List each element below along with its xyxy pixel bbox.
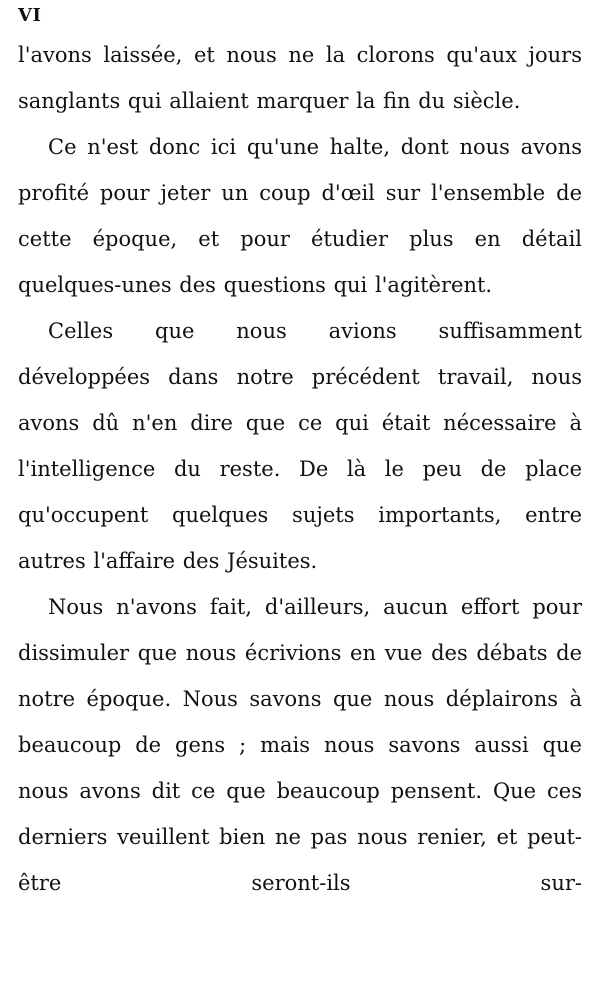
page-number: VI <box>18 5 42 26</box>
paragraph-2: Ce n'est donc ici qu'une halte, dont nous avons profité pour jeter un coup d'œil sur l'ensemble de cette époque, et pour étudier plus en détail quelques-unes des questions qui l'agitèrent. <box>18 135 582 297</box>
paragraph-3: Celles que nous avions suffisamment développées dans notre précédent travail, nous avons dû n'en dire que ce qui était nécessaire à l'intelligence du reste. De là le peu de place qu'occupent quelques sujets importants, entre autres l'affaire des Jésuites. <box>18 319 582 573</box>
body-text <box>18 32 582 906</box>
paragraph-4: Nous n'avons fait, d'ailleurs, aucun effort pour dissimuler que nous écrivions en vue des débats de notre époque. Nous savons que nous déplairons à beaucoup de gens ; mais nous savons aussi que nous avons dit ce que beaucoup pensent. Que ces derniers veuillent bien ne pas nous renier, et peut-être seront-ils sur- <box>18 595 582 895</box>
paragraph-1: l'avons laissée, et nous ne la clorons qu'aux jours sanglants qui allaient marquer la fin du siècle. <box>18 43 582 113</box>
